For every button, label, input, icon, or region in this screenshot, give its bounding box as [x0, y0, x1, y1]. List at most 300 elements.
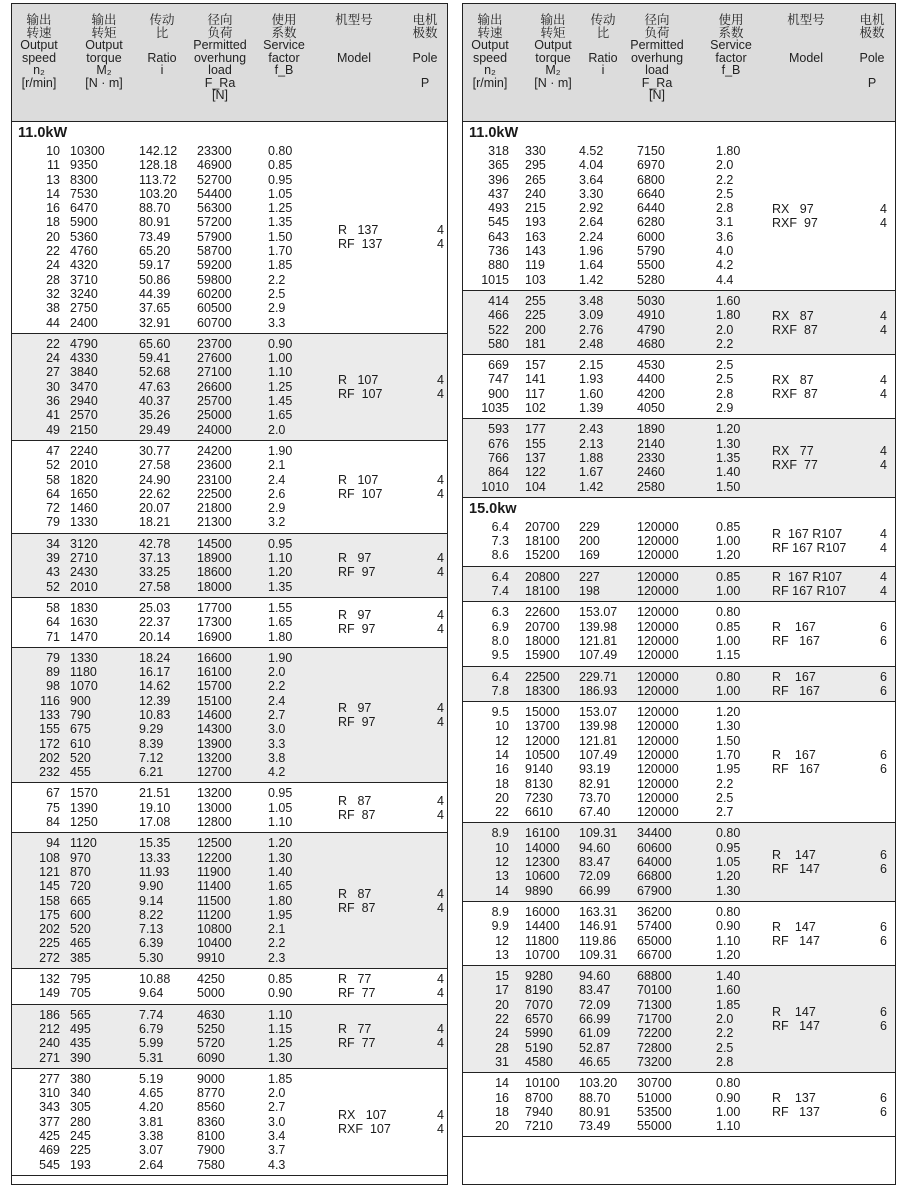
torque-cell: 1390	[70, 800, 98, 815]
model-name: RXF 107	[338, 1121, 391, 1136]
speed-cell: 71	[46, 629, 60, 644]
ratio-cell: 13.33	[139, 850, 171, 865]
speed-cell: 10	[46, 144, 60, 158]
service-factor-cell: 1.80	[268, 629, 293, 644]
pole-value: 4	[437, 900, 444, 915]
overhung-cell: 34400	[637, 826, 672, 841]
overhung-cell: 18000	[197, 579, 232, 594]
service-factor-cell: 1.05	[268, 186, 293, 201]
overhung-cell: 120000	[637, 747, 679, 762]
overhung-cell: 120000	[637, 705, 679, 720]
table-row	[463, 358, 895, 372]
torque-cell: 12300	[525, 855, 560, 870]
overhung-cell: 73200	[637, 1054, 672, 1069]
overhung-cell: 24000	[197, 422, 232, 437]
service-factor-cell: 1.15	[716, 648, 741, 663]
pole-value: 4	[880, 372, 887, 387]
pole-cell	[422, 1108, 444, 1136]
torque-cell: 1650	[70, 486, 98, 501]
speed-cell: 22	[46, 244, 60, 259]
model-name: RF 97	[338, 565, 376, 580]
header-pole: 电机 极数 Pole P	[412, 13, 438, 90]
table-row	[12, 458, 447, 472]
overhung-cell: 5790	[637, 244, 665, 259]
torque-cell: 1120	[70, 836, 97, 851]
table-row	[463, 215, 895, 229]
ratio-cell: 2.43	[579, 422, 604, 437]
ratio-cell: 3.64	[579, 172, 604, 187]
speed-cell: 108	[39, 850, 60, 865]
speed-cell: 145	[39, 879, 60, 894]
ratio-cell: 146.91	[579, 919, 618, 934]
overhung-cell: 120000	[637, 762, 679, 777]
table-row	[12, 501, 447, 515]
model-name: R 87	[338, 793, 372, 808]
ratio-cell: 37.13	[139, 551, 171, 566]
header-service-factor: 使用 系数 Service factor f_B	[710, 13, 752, 77]
ratio-cell: 5.19	[139, 1071, 164, 1086]
service-factor-cell: 0.80	[716, 1076, 741, 1091]
pole-value: 4	[880, 444, 887, 459]
speed-cell: 16	[46, 201, 60, 216]
overhung-cell: 21300	[197, 515, 232, 530]
row-group	[12, 441, 447, 534]
model-cell	[772, 570, 846, 598]
model-cell	[772, 444, 818, 472]
ratio-cell: 72.09	[579, 997, 611, 1012]
overhung-cell: 13200	[197, 786, 232, 801]
torque-cell: 520	[70, 750, 91, 765]
overhung-cell: 64000	[637, 855, 672, 870]
pole-value: 4	[880, 215, 887, 230]
service-factor-cell: 0.80	[268, 144, 293, 158]
service-factor-cell: 0.95	[268, 172, 293, 187]
torque-cell: 119	[525, 258, 545, 273]
service-factor-cell: 1.10	[268, 365, 293, 380]
torque-cell: 225	[525, 308, 546, 323]
service-factor-cell: 3.0	[268, 1114, 286, 1129]
torque-cell: 10600	[525, 869, 560, 884]
model-name: RF 167 R107	[772, 584, 847, 599]
model-name: R 167 R107	[772, 570, 843, 585]
overhung-cell: 51000	[637, 1090, 672, 1105]
table-row	[463, 670, 895, 684]
torque-cell: 2010	[70, 579, 98, 594]
ratio-cell: 14.62	[139, 679, 171, 694]
table-row	[12, 694, 447, 708]
service-factor-cell: 1.20	[268, 565, 293, 580]
model-name: R 97	[338, 551, 372, 566]
ratio-cell: 6.39	[139, 936, 164, 951]
speed-cell: 28	[495, 1040, 509, 1055]
speed-cell: 41	[46, 408, 60, 423]
torque-cell: 177	[525, 422, 546, 437]
table-row	[12, 1008, 447, 1022]
ratio-cell: 72.09	[579, 869, 611, 884]
speed-cell: 16	[495, 762, 509, 777]
torque-cell: 11800	[525, 933, 559, 948]
overhung-cell: 68800	[637, 969, 672, 984]
overhung-cell: 2580	[637, 479, 665, 494]
speed-cell: 466	[488, 308, 509, 323]
speed-cell: 880	[488, 258, 509, 273]
ratio-cell: 5.99	[139, 1036, 164, 1051]
service-factor-cell: 1.65	[268, 879, 293, 894]
overhung-cell: 6970	[637, 158, 665, 173]
overhung-cell: 7900	[197, 1143, 225, 1158]
speed-cell: 16	[495, 1090, 509, 1105]
service-factor-cell: 0.80	[716, 826, 741, 841]
torque-cell: 16100	[525, 826, 560, 841]
pole-cell	[422, 223, 444, 251]
service-factor-cell: 0.90	[268, 336, 293, 351]
model-name: R 77	[338, 1022, 372, 1037]
ratio-cell: 107.49	[579, 648, 618, 663]
overhung-cell: 46900	[197, 158, 232, 173]
service-factor-cell: 2.0	[716, 322, 734, 337]
overhung-cell: 8360	[197, 1114, 225, 1129]
speed-cell: 79	[46, 515, 60, 530]
service-factor-cell: 1.85	[268, 258, 293, 273]
pole-value: 4	[437, 486, 444, 501]
model-cell	[338, 373, 382, 401]
overhung-cell: 120000	[637, 790, 679, 805]
torque-cell: 9280	[525, 969, 553, 984]
table-row	[12, 922, 447, 936]
speed-cell: 414	[488, 293, 509, 308]
torque-cell: 5990	[525, 1026, 553, 1041]
torque-cell: 1820	[70, 472, 98, 487]
speed-cell: 49	[46, 422, 60, 437]
overhung-cell: 5250	[197, 1021, 225, 1036]
table-row	[12, 665, 447, 679]
pole-value: 4	[880, 527, 887, 542]
table-row	[12, 444, 447, 458]
service-factor-cell: 1.80	[716, 308, 741, 323]
table-row	[463, 294, 895, 308]
torque-cell: 104	[525, 479, 546, 494]
model-cell	[772, 920, 820, 948]
service-factor-cell: 1.05	[716, 855, 741, 870]
speed-cell: 18	[46, 215, 60, 230]
ratio-cell: 24.90	[139, 472, 171, 487]
torque-cell: 225	[70, 1143, 91, 1158]
ratio-cell: 66.99	[579, 883, 611, 898]
torque-cell: 870	[70, 864, 91, 879]
ratio-cell: 7.74	[139, 1007, 164, 1022]
service-factor-cell: 2.1	[268, 458, 286, 473]
torque-cell: 2240	[70, 443, 98, 458]
pole-value: 4	[880, 322, 887, 337]
ratio-cell: 42.78	[139, 536, 171, 551]
speed-cell: 18	[495, 776, 509, 791]
service-factor-cell: 1.80	[716, 144, 741, 158]
overhung-cell: 10800	[197, 922, 232, 937]
model-name: R 147	[772, 848, 816, 863]
torque-cell: 8700	[525, 1090, 553, 1105]
torque-cell: 4790	[70, 336, 98, 351]
overhung-cell: 5500	[637, 258, 665, 273]
speed-cell: 158	[39, 893, 60, 908]
header-model: 机型号 Model	[787, 13, 825, 65]
service-factor-cell: 2.0	[268, 1086, 286, 1101]
pole-cell	[422, 887, 444, 915]
row-group	[463, 567, 895, 603]
model-name: R 107	[338, 372, 379, 387]
service-factor-cell: 1.60	[716, 983, 741, 998]
service-factor-cell: 1.20	[716, 705, 741, 720]
model-name: RF 167	[772, 762, 820, 777]
header-output-torque: 输出 转矩 Output torque M₂ [N · m]	[85, 13, 123, 90]
ratio-cell: 103.20	[579, 1076, 618, 1091]
overhung-cell: 15100	[197, 693, 232, 708]
table-row	[12, 187, 447, 201]
ratio-cell: 66.99	[579, 1012, 611, 1027]
speed-cell: 10	[495, 719, 509, 734]
torque-cell: 455	[70, 765, 91, 780]
speed-cell: 343	[39, 1100, 60, 1115]
torque-cell: 8300	[70, 172, 98, 187]
service-factor-cell: 1.00	[268, 351, 293, 366]
ratio-cell: 5.31	[139, 1050, 164, 1065]
header-output-speed: 输出 转速 Output speed n₂ [r/min]	[20, 13, 58, 90]
service-factor-cell: 3.3	[268, 736, 286, 751]
torque-cell: 7940	[525, 1104, 553, 1119]
overhung-cell: 4910	[637, 308, 665, 323]
pole-value: 6	[880, 1104, 887, 1119]
ratio-cell: 2.76	[579, 322, 604, 337]
overhung-cell: 7150	[637, 144, 665, 158]
table-row	[463, 855, 895, 869]
table-row	[12, 651, 447, 665]
table-row	[463, 634, 895, 648]
speed-cell: 10	[495, 840, 509, 855]
table-row	[463, 705, 895, 719]
overhung-cell: 120000	[637, 719, 679, 734]
torque-cell: 15200	[525, 548, 560, 563]
torque-cell: 610	[70, 736, 91, 751]
table-header	[12, 4, 447, 122]
torque-cell: 8130	[525, 776, 553, 791]
ratio-cell: 1.64	[579, 258, 604, 273]
table-row	[12, 1051, 447, 1065]
ratio-cell: 1.60	[579, 386, 604, 401]
service-factor-cell: 1.50	[716, 733, 741, 748]
service-factor-cell: 1.25	[268, 1036, 293, 1051]
speed-cell: 545	[488, 215, 509, 230]
speed-cell: 24	[46, 258, 60, 273]
ratio-cell: 32.91	[139, 315, 171, 330]
speed-cell: 24	[46, 351, 60, 366]
service-factor-cell: 3.6	[716, 229, 734, 244]
torque-cell: 22500	[525, 669, 560, 684]
table-row	[463, 158, 895, 172]
torque-cell: 4580	[525, 1054, 553, 1069]
model-cell	[338, 551, 376, 579]
overhung-cell: 25000	[197, 408, 232, 423]
service-factor-cell: 1.20	[268, 836, 293, 851]
service-factor-cell: 1.30	[268, 850, 293, 865]
service-factor-cell: 4.3	[268, 1157, 286, 1172]
ratio-cell: 4.52	[579, 144, 604, 158]
overhung-cell: 120000	[637, 548, 679, 563]
speed-cell: 1035	[481, 401, 509, 416]
overhung-cell: 66800	[637, 869, 672, 884]
torque-cell: 20700	[525, 519, 560, 534]
speed-cell: 15	[495, 969, 509, 984]
overhung-cell: 6090	[197, 1050, 225, 1065]
ratio-cell: 80.91	[139, 215, 171, 230]
service-factor-cell: 2.5	[716, 372, 734, 387]
speed-cell: 79	[46, 650, 60, 665]
speed-cell: 75	[46, 800, 60, 815]
table-row	[463, 1055, 895, 1069]
ratio-cell: 83.47	[579, 855, 611, 870]
service-factor-cell: 1.70	[716, 747, 741, 762]
table-row	[12, 801, 447, 815]
table-row	[12, 601, 447, 615]
overhung-cell: 60500	[197, 301, 232, 316]
speed-cell: 89	[46, 665, 60, 680]
service-factor-cell: 2.2	[716, 172, 734, 187]
table-row	[12, 1022, 447, 1036]
service-factor-cell: 2.8	[716, 386, 734, 401]
speed-cell: 52	[46, 458, 60, 473]
overhung-cell: 71300	[637, 997, 672, 1012]
speed-cell: 318	[488, 144, 509, 158]
ratio-cell: 227	[579, 569, 600, 584]
service-factor-cell: 1.10	[268, 815, 293, 830]
model-name: RF 167	[772, 683, 820, 698]
ratio-cell: 139.98	[579, 719, 618, 734]
overhung-cell: 57900	[197, 229, 232, 244]
pole-value: 4	[437, 1036, 444, 1051]
speed-cell: 11	[47, 158, 60, 173]
model-name: R 87	[338, 886, 372, 901]
row-group	[463, 702, 895, 823]
ratio-cell: 61.09	[579, 1026, 611, 1041]
service-factor-cell: 2.5	[716, 358, 734, 373]
ratio-cell: 22.62	[139, 486, 171, 501]
speed-cell: 8.0	[491, 633, 509, 648]
speed-cell: 12	[495, 933, 509, 948]
ratio-cell: 3.81	[139, 1114, 164, 1129]
section-power-title: 11.0kW	[469, 125, 519, 141]
overhung-cell: 66700	[637, 947, 672, 962]
table-row	[12, 551, 447, 565]
overhung-cell: 4400	[637, 372, 665, 387]
section-power-title: 15.0kw	[469, 500, 517, 517]
header-pole: 电机 极数 Pole P	[859, 13, 885, 90]
ratio-cell: 200	[579, 534, 600, 549]
table-row	[463, 777, 895, 791]
ratio-cell: 10.83	[139, 707, 171, 722]
ratio-cell: 29.49	[139, 422, 171, 437]
table-row	[463, 762, 895, 776]
table-row	[463, 1105, 895, 1119]
table-row	[463, 983, 895, 997]
torque-cell: 103	[525, 272, 546, 287]
speed-cell: 64	[46, 615, 60, 630]
speed-cell: 272	[39, 950, 60, 965]
table-row	[463, 201, 895, 215]
ratio-cell: 20.14	[139, 629, 171, 644]
torque-cell: 18100	[525, 534, 560, 549]
overhung-cell: 8100	[197, 1129, 225, 1143]
overhung-cell: 57200	[197, 215, 232, 230]
table-row	[12, 894, 447, 908]
table-row	[463, 748, 895, 762]
overhung-cell: 6800	[637, 172, 665, 187]
service-factor-cell: 3.4	[268, 1129, 286, 1143]
ratio-cell: 12.39	[139, 693, 171, 708]
table-row	[12, 879, 447, 893]
speed-cell: 6.9	[491, 619, 509, 634]
model-name: RF 77	[338, 986, 376, 1001]
torque-cell: 1180	[70, 665, 97, 680]
speed-cell: 396	[488, 172, 509, 187]
service-factor-cell: 1.00	[716, 584, 741, 599]
torque-cell: 5900	[70, 215, 98, 230]
overhung-cell: 14600	[197, 707, 232, 722]
speed-cell: 132	[39, 972, 60, 987]
model-name: R 167	[772, 669, 816, 684]
ratio-cell: 59.17	[139, 258, 171, 273]
speed-cell: 36	[46, 394, 60, 409]
model-name: R 77	[338, 972, 372, 987]
speed-cell: 766	[488, 450, 509, 465]
table-row	[463, 648, 895, 662]
table-row	[12, 986, 447, 1000]
service-factor-cell: 2.2	[716, 1026, 734, 1041]
ratio-cell: 3.07	[139, 1143, 164, 1158]
model-cell	[338, 887, 376, 915]
table-row	[12, 423, 447, 437]
pole-cell	[863, 920, 887, 948]
torque-cell: 22600	[525, 605, 560, 620]
service-factor-cell: 1.95	[268, 907, 293, 922]
torque-cell: 7530	[70, 186, 98, 201]
torque-cell: 9890	[525, 883, 553, 898]
speed-cell: 425	[39, 1129, 60, 1143]
ratio-cell: 1.88	[579, 450, 604, 465]
row-group	[463, 966, 895, 1073]
speed-cell: 14	[46, 186, 60, 201]
table-row	[463, 308, 895, 322]
model-name: RF 167 R107	[772, 541, 847, 556]
model-name: RXF 87	[772, 322, 818, 337]
speed-cell: 14	[495, 1076, 509, 1091]
overhung-cell: 12500	[197, 836, 232, 851]
service-factor-cell: 1.00	[716, 633, 741, 648]
table-row	[463, 144, 895, 158]
torque-cell: 9140	[525, 762, 553, 777]
speed-cell: 172	[39, 736, 60, 751]
pole-value: 4	[437, 701, 444, 716]
model-cell	[772, 373, 818, 401]
ratio-cell: 37.65	[139, 301, 171, 316]
ratio-cell: 5.30	[139, 950, 164, 965]
model-cell	[772, 1091, 820, 1119]
torque-cell: 1630	[70, 615, 98, 630]
overhung-cell: 25700	[197, 394, 232, 409]
torque-cell: 1070	[70, 679, 98, 694]
model-name: RF 107	[338, 486, 383, 501]
torque-cell: 380	[70, 1071, 91, 1086]
table-row	[463, 934, 895, 948]
overhung-cell: 4050	[637, 401, 665, 416]
table-row	[463, 841, 895, 855]
